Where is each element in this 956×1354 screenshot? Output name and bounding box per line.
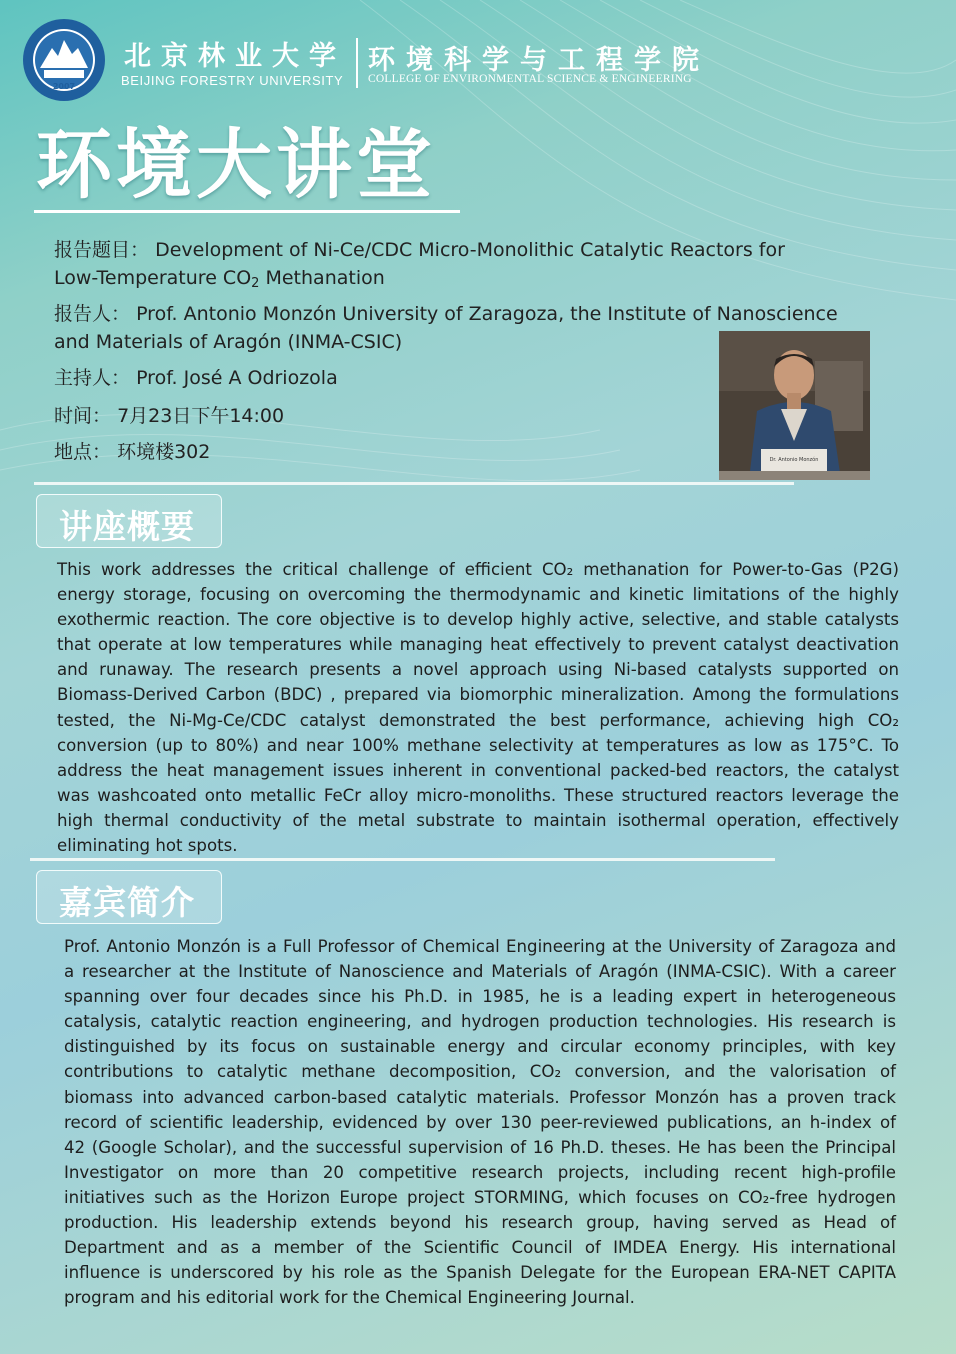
bio-line: 42 (Google Scholar), and the successful supervision of 16 Ph.D. theses. He has been the Principal [64,1137,896,1157]
host-text: Prof. José A Odriozola [136,367,338,389]
university-seal-icon [22,18,106,102]
bio-line: initiatives such as the Horizon Europe project STORMING, which focuses on CO₂-free hydrogen [64,1187,896,1207]
bio-line: Prof. Antonio Monzón is a Full Professor of Chemical Engineering at the University of Zaragoza and [64,937,896,956]
topic-text-1: Development of Ni-Ce/CDC Micro-Monolithic Catalytic Reactors for [155,239,785,261]
logo-year: 2007 [52,82,76,91]
college-name-en: COLLEGE OF ENVIRONMENTAL SCIENCE & ENGINEERING [368,73,692,85]
university-name-en: BEIJING FORESTRY UNIVERSITY [121,73,344,88]
speaker-text-1: Prof. Antonio Monzón University of Zaragoza, the Institute of Nanoscience [136,303,838,325]
info-separator [34,482,794,485]
topic-text-2-pre: Low-Temperature CO [54,267,252,289]
place-label: 地点： [54,441,112,463]
abstract-line: that operate at low temperatures while managing heat effectively to prevent catalyst deactivation [57,635,899,655]
page-title: 环境大讲堂 [36,120,436,209]
bio-section-title: 嘉宾简介 [59,883,195,922]
place-text: 环境楼302 [117,441,211,463]
host-line [54,364,338,392]
abstract-line: This work addresses the critical challenge of efficient CO₂ methanation for Power-to-Gas (P2G) [57,560,899,579]
bio-line: spanning over four decades since his Ph.D. in 1985, he is a leading expert in heterogeneous [64,987,896,1007]
abstract-line: conversion (up to 80%) and near 100% methane selectivity at temperatures as low as 175°C. To [57,735,899,755]
title-underline [34,210,460,213]
bio-line: record of scientific leadership, evidenced by over 130 peer-reviewed publications, an h-index of [64,1112,896,1132]
bio-line: a researcher at the Institute of Nanoscience and Materials of Aragón (INMA-CSIC). With a career [64,962,896,982]
bio-paragraph [64,934,896,1310]
place-line [54,438,210,466]
abstract-line: energy storage, focusing on overcoming the thermodynamic and kinetic limitations of the highly [57,585,899,605]
topic-label: 报告题目： [54,239,150,261]
abstract-line: eliminating hot spots. [57,836,238,856]
topic-text-2-post: Methanation [259,267,385,289]
bio-line: program and his editorial work for the Chemical Engineering Journal. [64,1288,635,1308]
abstract-line: high thermal conductivity of the metal substrate to maintain isothermal operation, effectively [57,810,899,830]
host-label: 主持人： [54,367,131,389]
topic-subscript: 2 [251,276,260,291]
bio-line: influence is underscored by his role as the Spanish Delegate for the European ERA-NET CAPITA [64,1263,896,1283]
topic-line-2 [54,264,385,292]
abstract-line: was washcoated onto metallic FeCr alloy micro-monoliths. These structured reactors leverage the [57,785,899,805]
bio-line: biomass into advanced carbon-based catalytic materials. Professor Monzón has a proven track [64,1087,896,1107]
university-name-cn: 北京林业大学 [124,41,346,72]
bio-line: contributions to catalytic methane decomposition, CO₂ conversion, and the valorisation of [64,1062,896,1082]
bio-line: Department and as a member of the Scientific Council of IMDEA Energy. His international [64,1238,896,1258]
abstract-line: tested, the Ni-Mg-Ce/CDC catalyst demonstrated the best performance, achieving high CO₂ [57,710,899,730]
speaker-photo [719,331,870,480]
time-text: 7月23日下午14:00 [117,405,285,427]
abstract-section-title: 讲座概要 [59,507,195,546]
college-name-cn: 环境科学与工程学院 [368,45,710,76]
abstract-section-header [36,494,222,548]
bio-line: production. His leadership extends beyond his research group, having served as Head of [64,1213,896,1233]
abstract-line: Biomass-Derived Carbon (BDC) , prepared via biomorphic mineralization. Among the formulations [57,685,899,705]
bio-line: catalysis, catalytic reaction engineering, and hydrogen production technologies. His research is [64,1012,896,1032]
bio-section-header [36,870,222,924]
abstract-separator [30,858,775,861]
nameplate-text: Dr. Antonio Monzón [769,457,819,463]
abstract-line: exothermic reaction. The core objective is to develop highly active, selective, and stable catalysts [57,610,899,630]
time-line [54,402,284,430]
bio-line: Investigator on more than 20 competitive research projects, including recent high-profile [64,1162,896,1182]
header-divider [356,38,358,88]
abstract-line: address the heat management issues inherent in conventional packed-bed reactors, the catalyst [57,760,899,780]
topic-line-1 [54,236,785,264]
bio-line: distinguished by its focus on sustainable energy and circular economy principles, with key [64,1037,896,1057]
time-label: 时间： [54,405,112,427]
abstract-line: and runaway. The research presents a novel approach using Ni-based catalysts supported on [57,660,899,680]
abstract-paragraph [57,557,899,858]
speaker-label: 报告人： [54,303,131,325]
speaker-line-2: and Materials of Aragón (INMA-CSIC) [54,331,403,353]
speaker-line-1 [54,300,838,328]
